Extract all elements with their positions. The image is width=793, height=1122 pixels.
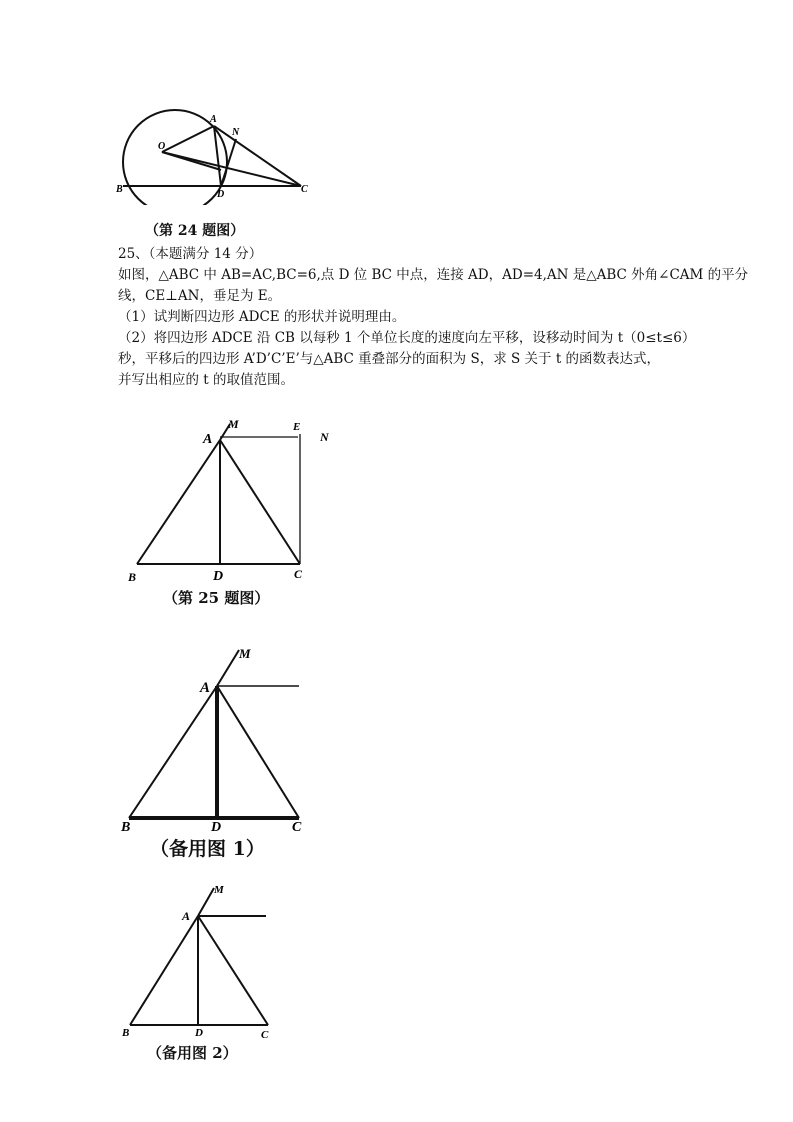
label-m: M (239, 646, 251, 661)
label-o: O (158, 141, 166, 152)
label-n: N (320, 430, 329, 444)
label-a: A (203, 432, 213, 447)
fig25-caption: （第 25 题图） (163, 589, 270, 607)
line-ab (129, 686, 217, 818)
line-oa (162, 126, 214, 152)
label-c: C (301, 184, 308, 195)
label-e: E (293, 421, 301, 433)
ray-am (198, 888, 214, 916)
problem-part2-line1: （2）将四边形 ADCE 沿 CB 以每秒 1 个单位长度的速度向左平移，设移动时间为 t（0≤t≤6） (118, 330, 696, 346)
figure-24 (110, 100, 320, 205)
label-d: D (213, 569, 224, 584)
label-b: B (122, 1027, 130, 1039)
label-m: M (214, 884, 224, 896)
line-ac (198, 916, 268, 1025)
label-c: C (261, 1029, 269, 1041)
problem-part1: （1）试判断四边形 ADCE 的形状并说明理由。 (118, 309, 406, 325)
backup-figure-1 (115, 640, 315, 860)
line-nd (221, 139, 236, 186)
line-ac (217, 686, 299, 818)
line-ab (130, 916, 198, 1025)
backup1-caption: （备用图 1） (150, 838, 265, 860)
problem-text (118, 244, 748, 391)
label-d: D (195, 1027, 203, 1039)
label-c: C (292, 820, 302, 835)
problem-line2: 线，CE⊥AN，垂足为 E。 (118, 288, 282, 304)
label-b: B (121, 820, 131, 835)
problem-header: 25、（本题满分 14 分） (118, 246, 263, 262)
line-ab (137, 440, 220, 564)
problem-line1: 如图，△ABC 中 AB=AC,BC=6,点 D 位 BC 中点，连接 AD，AD=4,AN 是△ABC 外角∠CAM 的平分 (118, 267, 749, 283)
label-m: M (228, 417, 239, 431)
ray-am (217, 650, 239, 686)
line-ac (220, 440, 300, 564)
backup-figure-2 (118, 878, 278, 1043)
figure-25 (120, 410, 350, 585)
line-oc (162, 152, 301, 186)
label-a: A (182, 909, 191, 923)
label-a: A (200, 680, 211, 696)
label-c: C (294, 567, 303, 581)
backup2-caption: （备用图 2） (147, 1044, 238, 1062)
label-n: N (232, 127, 240, 138)
label-b: B (128, 570, 137, 584)
label-d: D (217, 189, 225, 200)
label-b: B (116, 184, 123, 195)
problem-part2-line2: 秒，平移后的四边形 A’D’C’E’与△ABC 重叠部分的面积为 S，求 S 关于 t 的函数表达式， (118, 351, 661, 367)
fig24-caption: （第 24 题图） (145, 223, 245, 239)
label-a: A (210, 114, 217, 125)
line-od (162, 152, 221, 170)
label-d: D (211, 820, 222, 835)
problem-part2-line3: 并写出相应的 t 的取值范围。 (118, 372, 295, 388)
